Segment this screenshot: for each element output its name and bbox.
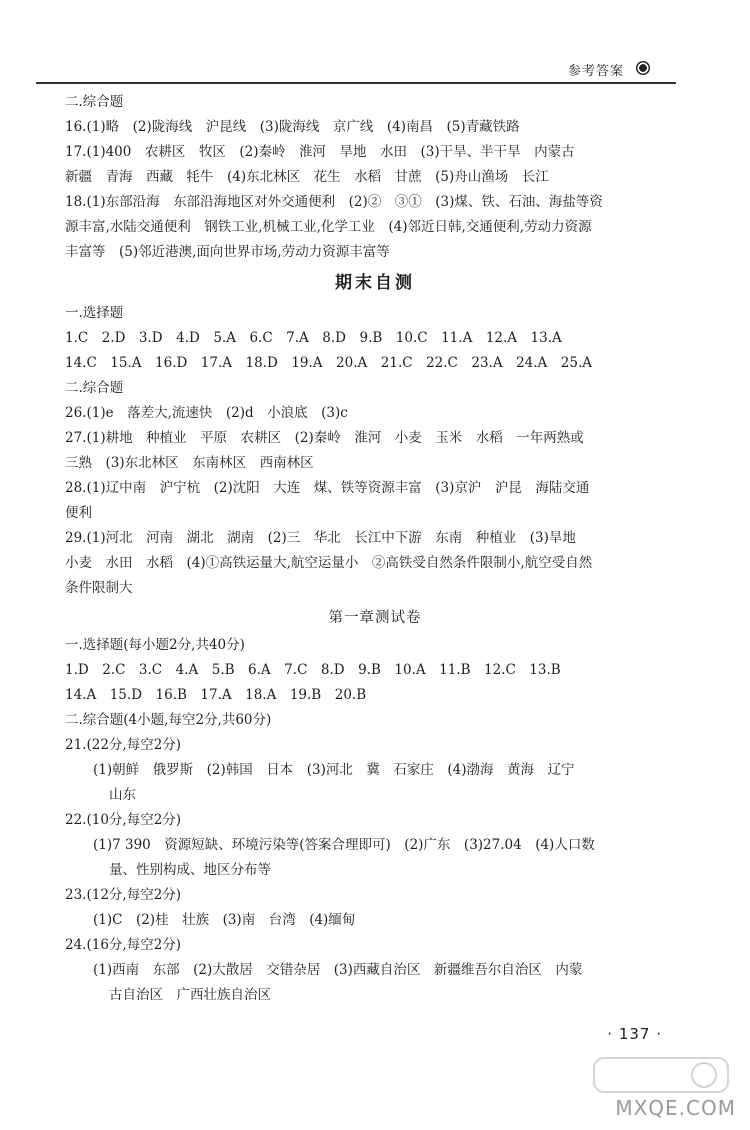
answer-line: (1)西南 东部 (2)大散居 交错杂居 (3)西藏自治区 新疆维吾尔自治区 内蒙	[93, 962, 583, 978]
watermark-text: MXQE.COM	[615, 1096, 736, 1120]
answer-content	[65, 90, 685, 1008]
answer-line: 便利	[65, 505, 92, 521]
answer-line: 量、性别构成、地区分布等	[109, 862, 271, 878]
answer-line: 二.综合题(4小题,每空2分,共60分)	[65, 712, 272, 728]
answer-line: 源丰富,水陆交通便利 钢铁工业,机械工业,化学工业 (4)邻近日韩,交通便利,劳动力资源	[65, 219, 592, 235]
header-title: 参考答案	[567, 64, 624, 79]
answer-line: 二.综合题	[65, 380, 124, 396]
answer-line: 一.选择题(每小题2分,共40分)	[65, 637, 245, 653]
answer-line: 条件限制大	[65, 580, 133, 596]
answer-line: 28.(1)辽中南 沪宁杭 (2)沈阳 大连 煤、铁等资源丰富 (3)京沪 沪昆 海陆交通	[65, 480, 590, 496]
answer-line: 古自治区 广西壮族自治区	[109, 987, 271, 1003]
answer-line: 三熟 (3)东北林区 东南林区 西南林区	[65, 455, 314, 471]
answer-line: 小麦 水田 水稻 (4)①高铁运量大,航空运量小 ②高铁受自然条件限制小,航空受自然	[65, 555, 593, 571]
answer-line: 21.(22分,每空2分)	[65, 737, 182, 753]
answer-line: 14.C 15.A 16.D 17.A 18.D 19.A 20.A 21.C 22.C 23.A 24.A 25.A	[65, 355, 593, 371]
header-rule	[36, 82, 676, 84]
answer-line: 丰富等 (5)邻近港澳,面向世界市场,劳动力资源丰富等	[65, 244, 390, 260]
section-title: 第一章测试卷	[328, 610, 422, 626]
answer-line: 16.(1)略 (2)陇海线 沪昆线 (3)陇海线 京广线 (4)南昌 (5)青藏铁路	[65, 119, 520, 135]
answer-line: (1)C (2)桂 壮族 (3)南 台湾 (4)缅甸	[93, 912, 356, 928]
answer-line: 一.选择题	[65, 305, 124, 321]
answer-line: 1.D 2.C 3.C 4.A 5.B 6.A 7.C 8.D 9.B 10.A 11.B 12.C 13.B	[65, 662, 561, 678]
answer-line: 22.(10分,每空2分)	[65, 812, 182, 828]
answer-line: 18.(1)东部沿海 东部沿海地区对外交通便利 (2)② ③① (3)煤、铁、石油、海盐等资	[65, 194, 603, 210]
answer-line: 14.A 15.D 16.B 17.A 18.A 19.B 20.B	[65, 687, 367, 703]
section-title: 期末自测	[335, 273, 415, 293]
answer-line: 26.(1)e 落差大,流速快 (2)d 小浪底 (3)c	[65, 405, 348, 421]
answer-line: 新疆 青海 西藏 牦牛 (4)东北林区 花生 水稻 甘蔗 (5)舟山渔场 长江	[65, 169, 549, 185]
answer-line: 二.综合题	[65, 94, 124, 110]
answer-line: 山东	[109, 787, 136, 803]
answer-line: 17.(1)400 农耕区 牧区 (2)秦岭 淮河 旱地 水田 (3)干旱、半干旱 内蒙古	[65, 144, 575, 160]
answer-line: 23.(12分,每空2分)	[65, 887, 182, 903]
header-bullet-icon	[636, 61, 650, 75]
page-header	[36, 58, 676, 84]
answer-line: 24.(16分,每空2分)	[65, 937, 182, 953]
answer-line: (1)7 390 资源短缺、环境污染等(答案合理即可) (2)广东 (3)27.04 (4)人口数	[93, 837, 595, 853]
answer-line: 29.(1)河北 河南 湖北 湖南 (2)三 华北 长江中下游 东南 种植业 (3)旱地	[65, 530, 576, 546]
answer-line: (1)朝鲜 俄罗斯 (2)韩国 日本 (3)河北 冀 石家庄 (4)渤海 黄海 辽宁	[93, 762, 575, 778]
answer-line: 27.(1)耕地 种植业 平原 农耕区 (2)秦岭 淮河 小麦 玉米 水稻 一年两熟或	[65, 430, 584, 446]
answer-line: 1.C 2.D 3.D 4.D 5.A 6.C 7.A 8.D 9.B 10.C 11.A 12.A 13.A	[65, 330, 562, 346]
page-number: · 137 ·	[607, 1025, 662, 1043]
